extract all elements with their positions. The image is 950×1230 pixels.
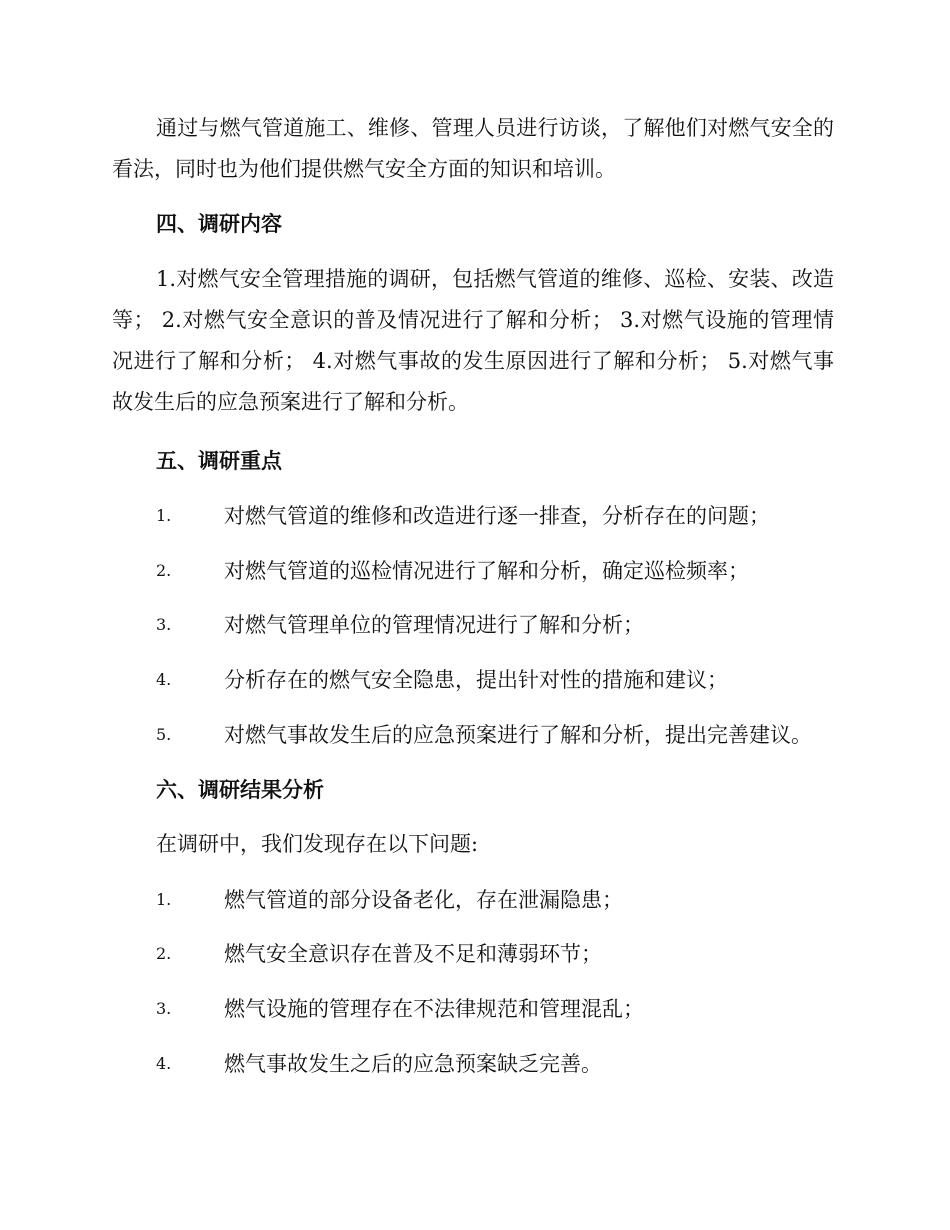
section-5-heading: 五、调研重点 [156,448,282,473]
list-item-number: 5. [156,725,172,744]
section-6-lead: 在调研中，我们发现存在以下问题: [156,832,479,856]
list-item-text: 对燃气事故发生后的应急预案进行了解和分析，提出完善建议。 [224,723,812,747]
list-item-number: 3. [156,999,172,1018]
section-6-heading: 六、调研结果分析 [156,777,324,802]
list-item-text: 燃气事故发生之后的应急预案缺乏完善。 [224,1052,602,1076]
list-item-text: 燃气设施的管理存在不法律规范和管理混乱； [224,997,644,1021]
list-item-text: 对燃气管道的巡检情况进行了解和分析，确定巡检频率； [224,559,749,583]
section-4-heading: 四、调研内容 [156,211,282,236]
list-item-text: 燃气安全意识存在普及不足和薄弱环节； [224,942,602,966]
list-item-text: 对燃气管理单位的管理情况进行了解和分析； [224,613,644,637]
list-item-text: 对燃气管道的维修和改造进行逐一排查，分析存在的问题； [224,504,770,528]
intro-paragraph: 通过与燃气管道施工、维修、管理人员进行访谈，了解他们对燃气安全的看法，同时也为他们提供燃气安全方面的知识和培训。 [112,116,834,181]
list-item-number: 2. [156,944,172,963]
list-item-number: 4. [156,670,172,689]
list-item-number: 4. [156,1054,172,1073]
section-4-paragraph: 1.对燃气安全管理措施的调研，包括燃气管道的维修、巡检、安装、改造等； 2.对燃气安全意识的普及情况进行了解和分析； 3.对燃气设施的管理情况进行了解和分析； 4.对燃气事故的发生原因进行了解和分析； 5.对燃气事故发生后的应急预案进行了解和分析。 [112,267,834,414]
list-item-text: 燃气管道的部分设备老化，存在泄漏隐患； [224,888,623,912]
list-item-number: 2. [156,561,172,580]
list-item-number: 3. [156,615,172,634]
list-item-text: 分析存在的燃气安全隐患，提出针对性的措施和建议； [224,668,728,692]
list-item-number: 1. [156,890,172,909]
list-item-number: 1. [156,506,172,525]
